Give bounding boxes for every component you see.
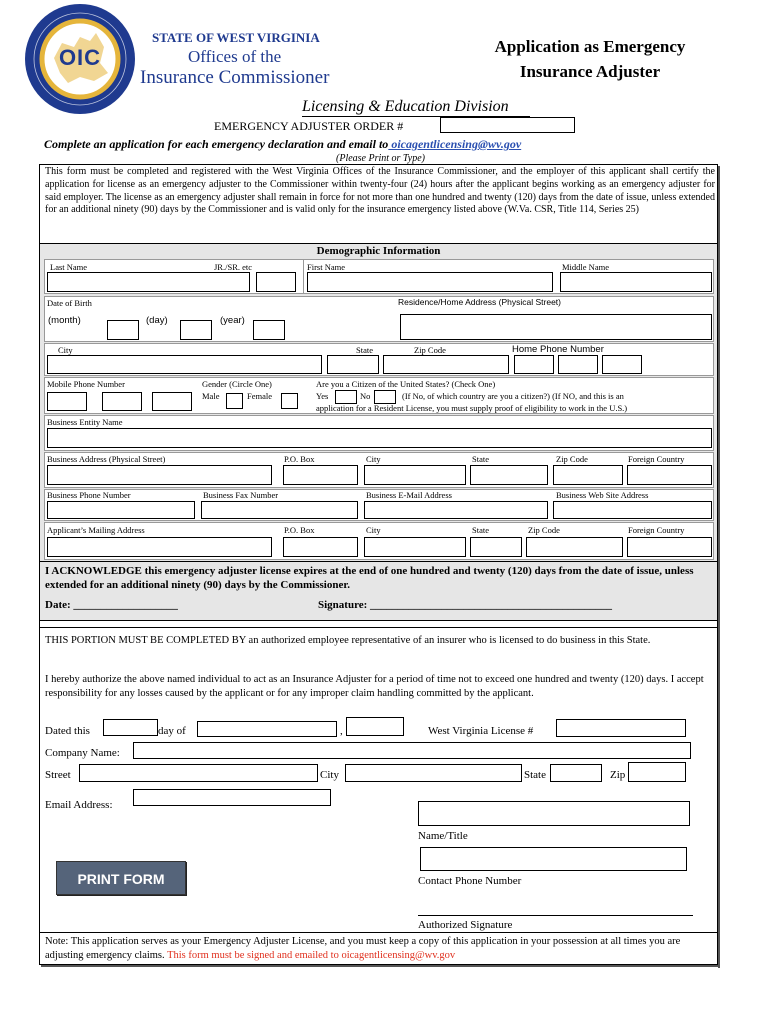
demographic-heading: Demographic Information xyxy=(316,245,441,257)
company-field[interactable] xyxy=(133,742,691,759)
biz-email-label: Business E-Mail Address xyxy=(366,490,452,500)
name-title-field[interactable] xyxy=(418,801,690,826)
ins-zip-field[interactable] xyxy=(628,762,686,782)
state-field[interactable] xyxy=(327,355,379,374)
female-checkbox[interactable] xyxy=(281,393,298,409)
dob-year-field[interactable] xyxy=(253,320,285,340)
biz-city-label: City xyxy=(366,454,381,464)
ins-zip-label: Zip xyxy=(610,769,626,781)
biz-fax-label: Business Fax Number xyxy=(203,490,279,500)
contact-phone-label: Contact Phone Number xyxy=(418,875,522,887)
mail-city-field[interactable] xyxy=(364,537,466,557)
mail-country-label: Foreign Country xyxy=(628,525,685,535)
home-phone-line-field[interactable] xyxy=(602,355,642,374)
female-label: Female xyxy=(247,391,273,401)
mail-zip-field[interactable] xyxy=(526,537,623,557)
biz-address-field[interactable] xyxy=(47,465,272,485)
license-label: West Virginia License # xyxy=(428,725,534,737)
oic-seal xyxy=(24,3,136,115)
mail-state-label: State xyxy=(472,525,489,535)
license-field[interactable] xyxy=(556,719,686,737)
company-label: Company Name: xyxy=(45,747,120,759)
ins-state-label: State xyxy=(524,769,546,781)
dated-month-field[interactable] xyxy=(197,721,337,737)
biz-phone-field[interactable] xyxy=(47,501,195,519)
month-label: (month) xyxy=(48,315,81,326)
biz-state-label: State xyxy=(472,454,489,464)
biz-city-field[interactable] xyxy=(364,465,466,485)
name-divider-1 xyxy=(303,259,304,294)
biz-po-field[interactable] xyxy=(283,465,358,485)
biz-email-field[interactable] xyxy=(364,501,548,519)
middle-name-label: Middle Name xyxy=(562,262,609,272)
male-label: Male xyxy=(202,391,220,401)
insurer-para-2: I hereby authorize the above named individual to act as an Insurance Adjuster for a period of time not to exceed one hundred and twenty (120) days. I accept responsibility for any losses caused by the applicant or for any improper claim handling committed by the applicant. xyxy=(45,674,704,699)
biz-phone-label: Business Phone Number xyxy=(47,490,131,500)
mail-state-field[interactable] xyxy=(470,537,522,557)
city-field[interactable] xyxy=(47,355,322,374)
office-line-1: Offices of the xyxy=(188,47,282,66)
auth-sig-line xyxy=(418,915,693,916)
biz-po-label: P.O. Box xyxy=(284,454,315,464)
residence-field[interactable] xyxy=(400,314,712,340)
last-name-label: Last Name xyxy=(50,262,88,272)
dated-day-field[interactable] xyxy=(103,719,158,736)
citizen-yes-checkbox[interactable] xyxy=(335,390,357,404)
citizen-note-1: (If No, of which country are you a citizen?) (If NO, and this is an xyxy=(402,391,624,401)
instruction-text: Complete an application for each emergency declaration and email to xyxy=(44,137,389,151)
auth-sig-label: Authorized Signature xyxy=(418,919,513,931)
email-link[interactable]: oicagentlicensing@wv.gov xyxy=(388,137,522,151)
ins-city-field[interactable] xyxy=(345,764,522,782)
residence-label: Residence/Home Address (Physical Street) xyxy=(398,297,561,307)
instruction xyxy=(44,137,521,152)
ack-signature: Signature: ____________________________________________ xyxy=(318,599,613,611)
no-label: No xyxy=(360,391,371,401)
biz-web-label: Business Web Site Address xyxy=(556,490,649,500)
seal-abbr: OIC xyxy=(58,45,102,70)
state-name: STATE OF WEST VIRGINIA xyxy=(152,30,320,45)
ins-city-label: City xyxy=(320,769,339,781)
form-title-1: Application as Emergency xyxy=(494,37,686,56)
zip-label: Zip Code xyxy=(414,345,446,355)
year-label: (year) xyxy=(220,315,245,326)
dob-day-field[interactable] xyxy=(180,320,212,340)
intro-paragraph: This form must be completed and registered with the West Virginia Offices of the Insurance Commissioner, and the employer of this applicant shall certify the application for license as an emergency adjuster to the Commissioner within twenty-four (24) hours after the applicant begins working as an emergency adjuster for said employer. The license as an emergency adjuster shall remain in force for not more than one hundred and twenty (120) days from the date of issue, unless extended for an additional ninety (90) days by the Commissioner and is valid only for the insurance emergency listed above (W.Va. CSR, Title 114, Series 25) xyxy=(45,166,715,216)
frame-shadow-bottom xyxy=(41,965,720,967)
city-label: City xyxy=(58,345,73,355)
mail-address-field[interactable] xyxy=(47,537,272,557)
name-title-label: Name/Title xyxy=(418,830,468,842)
acknowledge-text: I ACKNOWLEDGE this emergency adjuster license expires at the end of one hundred and twenty (120) days from the date of issue, unless extended for an additional ninety (90) days by the Commissioner. xyxy=(45,565,694,591)
home-phone-prefix-field[interactable] xyxy=(558,355,598,374)
biz-state-field[interactable] xyxy=(470,465,548,485)
street-field[interactable] xyxy=(79,764,318,782)
divider-ack-bottom xyxy=(39,620,718,621)
form-title-2: Insurance Adjuster xyxy=(519,62,661,81)
biz-zip-field[interactable] xyxy=(553,465,623,485)
note-red-text: This form must be signed and emailed to oicagentlicensing@wv.gov xyxy=(164,950,456,961)
citizen-no-checkbox[interactable] xyxy=(374,390,396,404)
order-label: EMERGENCY ADJUSTER ORDER # xyxy=(214,119,404,133)
citizen-note-2: application for a Resident License, you must supply proof of eligibility to work in the U.S.) xyxy=(316,403,628,413)
order-number-field[interactable] xyxy=(440,117,575,133)
first-name-label: First Name xyxy=(307,262,346,272)
division: Licensing & Education Division xyxy=(302,98,509,115)
day-of-label: day of xyxy=(158,725,186,737)
entity-field[interactable] xyxy=(47,428,712,448)
biz-zip-label: Zip Code xyxy=(556,454,588,464)
dated-label: Dated this xyxy=(45,725,90,737)
dob-month-field[interactable] xyxy=(107,320,139,340)
biz-country-label: Foreign Country xyxy=(628,454,685,464)
middle-name-field[interactable] xyxy=(560,272,712,292)
dob-label: Date of Birth xyxy=(47,298,92,308)
yes-label: Yes xyxy=(316,391,329,401)
biz-address-label: Business Address (Physical Street) xyxy=(47,454,166,464)
footer-note xyxy=(45,935,715,963)
home-phone-area-field[interactable] xyxy=(514,355,554,374)
day-label: (day) xyxy=(146,315,168,326)
biz-fax-field[interactable] xyxy=(201,501,358,519)
biz-country-field[interactable] xyxy=(627,465,712,485)
dated-comma: , xyxy=(340,725,343,737)
frame-shadow-right xyxy=(718,166,720,968)
first-name-field[interactable] xyxy=(307,272,553,292)
print-form-button[interactable]: PRINT FORM xyxy=(56,861,186,895)
citizen-label: Are you a Citizen of the United States? (Check One) xyxy=(316,379,496,389)
mail-country-field[interactable] xyxy=(627,537,712,557)
mail-zip-label: Zip Code xyxy=(528,525,560,535)
dated-year-field[interactable] xyxy=(346,717,404,736)
note-text: Note: This application serves as your Emergency Adjuster License, and you must keep a copy of this application in your possession at all times you are adjusting emergency claims. xyxy=(45,936,681,961)
ins-state-field[interactable] xyxy=(550,764,602,782)
office-line-2: Insurance Commissioner xyxy=(140,67,330,88)
contact-phone-field[interactable] xyxy=(420,847,687,871)
male-checkbox[interactable] xyxy=(226,393,243,409)
jr-sr-field[interactable] xyxy=(256,272,296,292)
jr-sr-label: JR./SR. etc xyxy=(214,262,253,272)
mobile-label: Mobile Phone Number xyxy=(47,379,125,389)
state-label: State xyxy=(356,345,373,355)
home-phone-label: Home Phone Number xyxy=(512,344,604,355)
ins-email-field[interactable] xyxy=(133,789,331,806)
gender-label: Gender (Circle One) xyxy=(202,379,272,389)
street-label: Street xyxy=(45,769,71,781)
entity-label: Business Entity Name xyxy=(47,417,123,427)
print-note: (Please Print or Type) xyxy=(336,153,425,164)
mail-po-field[interactable] xyxy=(283,537,358,557)
ack-date: Date: ___________________ xyxy=(45,599,178,611)
mail-city-label: City xyxy=(366,525,381,535)
mobile-prefix-field[interactable] xyxy=(102,392,142,411)
last-name-field[interactable] xyxy=(47,272,250,292)
zip-field[interactable] xyxy=(383,355,509,374)
mailing-label: Applicant’s Mailing Address xyxy=(47,525,145,535)
mobile-area-field[interactable] xyxy=(47,392,87,411)
ins-email-label: Email Address: xyxy=(45,799,113,811)
insurer-para-1: THIS PORTION MUST BE COMPLETED BY an authorized employee representative of an insurer who is licensed to do business in this State. xyxy=(45,635,651,646)
biz-web-field[interactable] xyxy=(553,501,712,519)
mail-po-label: P.O. Box xyxy=(284,525,315,535)
mobile-line-field[interactable] xyxy=(152,392,192,411)
